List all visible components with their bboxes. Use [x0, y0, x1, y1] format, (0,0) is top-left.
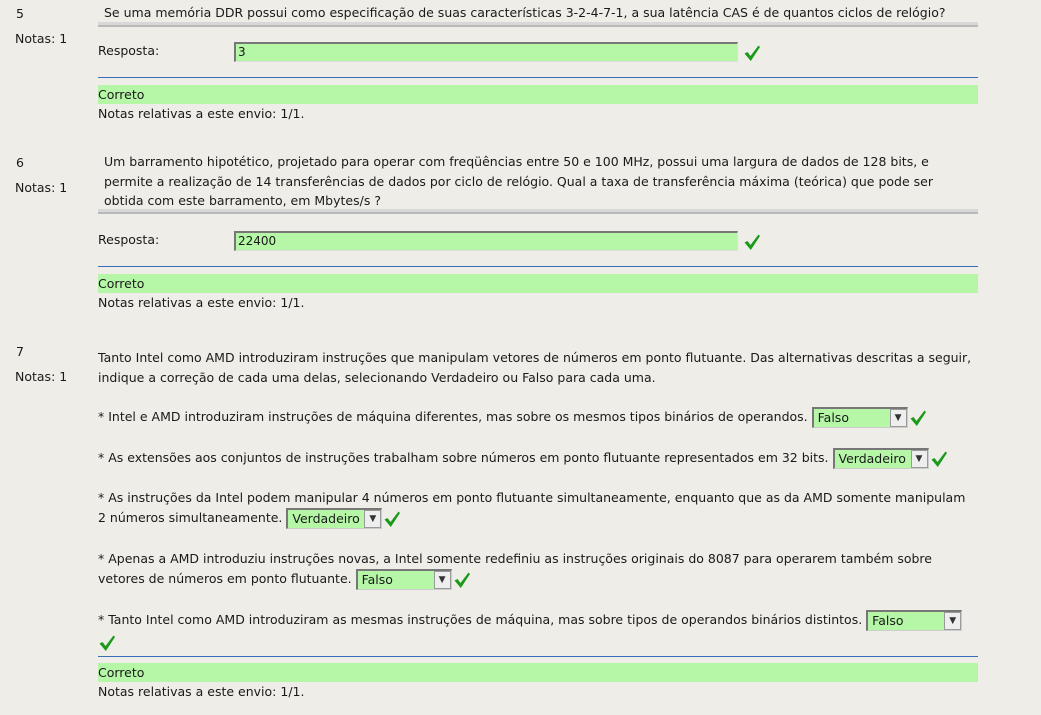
question-text-line: obtida com este barramento, em Mbytes/s ? [104, 193, 381, 208]
question-number: 6 [16, 155, 24, 170]
grade-text: Notas relativas a este envio: 1/1. [98, 684, 305, 699]
correct-check-icon [930, 450, 948, 468]
statement-text: * Tanto Intel como AMD introduziram as mesmas instruções de máquina, mas sobre tipos de operandos binários distintos. [98, 612, 863, 627]
divider [98, 656, 978, 657]
question-separator [98, 22, 978, 27]
question-intro [98, 348, 988, 388]
statement-text: * As extensões aos conjuntos de instruções trabalham sobre números em ponto flutuante representados em 32 bits. [98, 450, 829, 465]
statement-text: * As instruções da Intel podem manipular 4 números em ponto flutuante simultaneamente, enquanto que as da AMD somente manipulam [98, 490, 966, 505]
correct-check-icon [98, 634, 116, 652]
answer-label: Resposta: [98, 43, 160, 58]
true-false-select[interactable] [356, 569, 452, 590]
true-false-select[interactable] [866, 610, 962, 631]
question-text: Se uma memória DDR possui como especificação de suas características 3-2-4-7-1, a sua latência CAS é de quantos ciclos de relógio? [104, 5, 946, 20]
question-text-line: Um barramento hipotético, projetado para operar com freqüências entre 50 e 100 MHz, possui uma largura de dados de 128 bits, e [104, 154, 929, 169]
grade-text: Notas relativas a este envio: 1/1. [98, 295, 305, 310]
divider [98, 266, 978, 267]
correct-check-icon [743, 44, 761, 62]
answer-input[interactable]: 22400 [234, 231, 738, 251]
question-number: 5 [16, 6, 24, 21]
select-value: Verdadeiro [292, 511, 360, 526]
feedback-correct: Correto [98, 663, 978, 682]
question-text-line: Tanto Intel como AMD introduziram instruções que manipulam vetores de números em ponto flutuante. Das alternativas descritas a seguir, [98, 350, 972, 365]
statement-text: * Intel e AMD introduziram instruções de máquina diferentes, mas sobre os mesmos tipos binários de operandos. [98, 409, 808, 424]
chevron-down-icon[interactable]: ▼ [364, 510, 381, 528]
select-value: Verdadeiro [838, 451, 906, 466]
question-number: 7 [16, 344, 24, 359]
question-text [104, 152, 964, 211]
question-marks: Notas: 1 [15, 180, 68, 195]
chevron-down-icon[interactable]: ▼ [944, 612, 961, 630]
question-text-line: indique a correção de cada uma delas, selecionando Verdadeiro ou Falso para cada uma. [98, 370, 656, 385]
chevron-down-icon[interactable]: ▼ [911, 450, 928, 468]
true-false-select[interactable] [286, 508, 382, 529]
divider [98, 77, 978, 78]
chevron-down-icon[interactable]: ▼ [890, 409, 907, 427]
true-false-select[interactable] [833, 448, 929, 469]
question-marks: Notas: 1 [15, 31, 68, 46]
statement-item [98, 610, 988, 631]
statement-item [98, 407, 988, 428]
answer-input[interactable]: 3 [234, 42, 738, 62]
correct-check-icon [453, 571, 471, 589]
chevron-down-icon[interactable]: ▼ [434, 571, 451, 589]
select-value: Falso [361, 572, 393, 587]
feedback-correct: Correto [98, 274, 978, 293]
correct-check-icon [743, 233, 761, 251]
grade-text: Notas relativas a este envio: 1/1. [98, 106, 305, 121]
statement-item [98, 549, 988, 590]
question-text-line: permite a realização de 14 transferências de dados por ciclo de relógio. Qual a taxa de transferência máxima (teórica) que pode ser [104, 173, 933, 189]
question-marks: Notas: 1 [15, 369, 68, 384]
feedback-correct: Correto [98, 85, 978, 104]
statement-item [98, 448, 988, 469]
select-value: Falso [872, 613, 904, 628]
statement-text: vetores de números em ponto flutuante. [98, 571, 352, 586]
answer-label: Resposta: [98, 232, 160, 247]
correct-check-icon [383, 510, 401, 528]
statement-text: 2 números simultaneamente. [98, 510, 283, 525]
statement-text: * Apenas a AMD introduziu instruções novas, a Intel somente redefiniu as instruções originais do 8087 para operarem também sobre [98, 551, 932, 566]
question-separator [98, 209, 978, 214]
true-false-select[interactable] [812, 407, 908, 428]
statement-item [98, 488, 988, 529]
select-value: Falso [817, 410, 849, 425]
correct-check-icon [909, 409, 927, 427]
